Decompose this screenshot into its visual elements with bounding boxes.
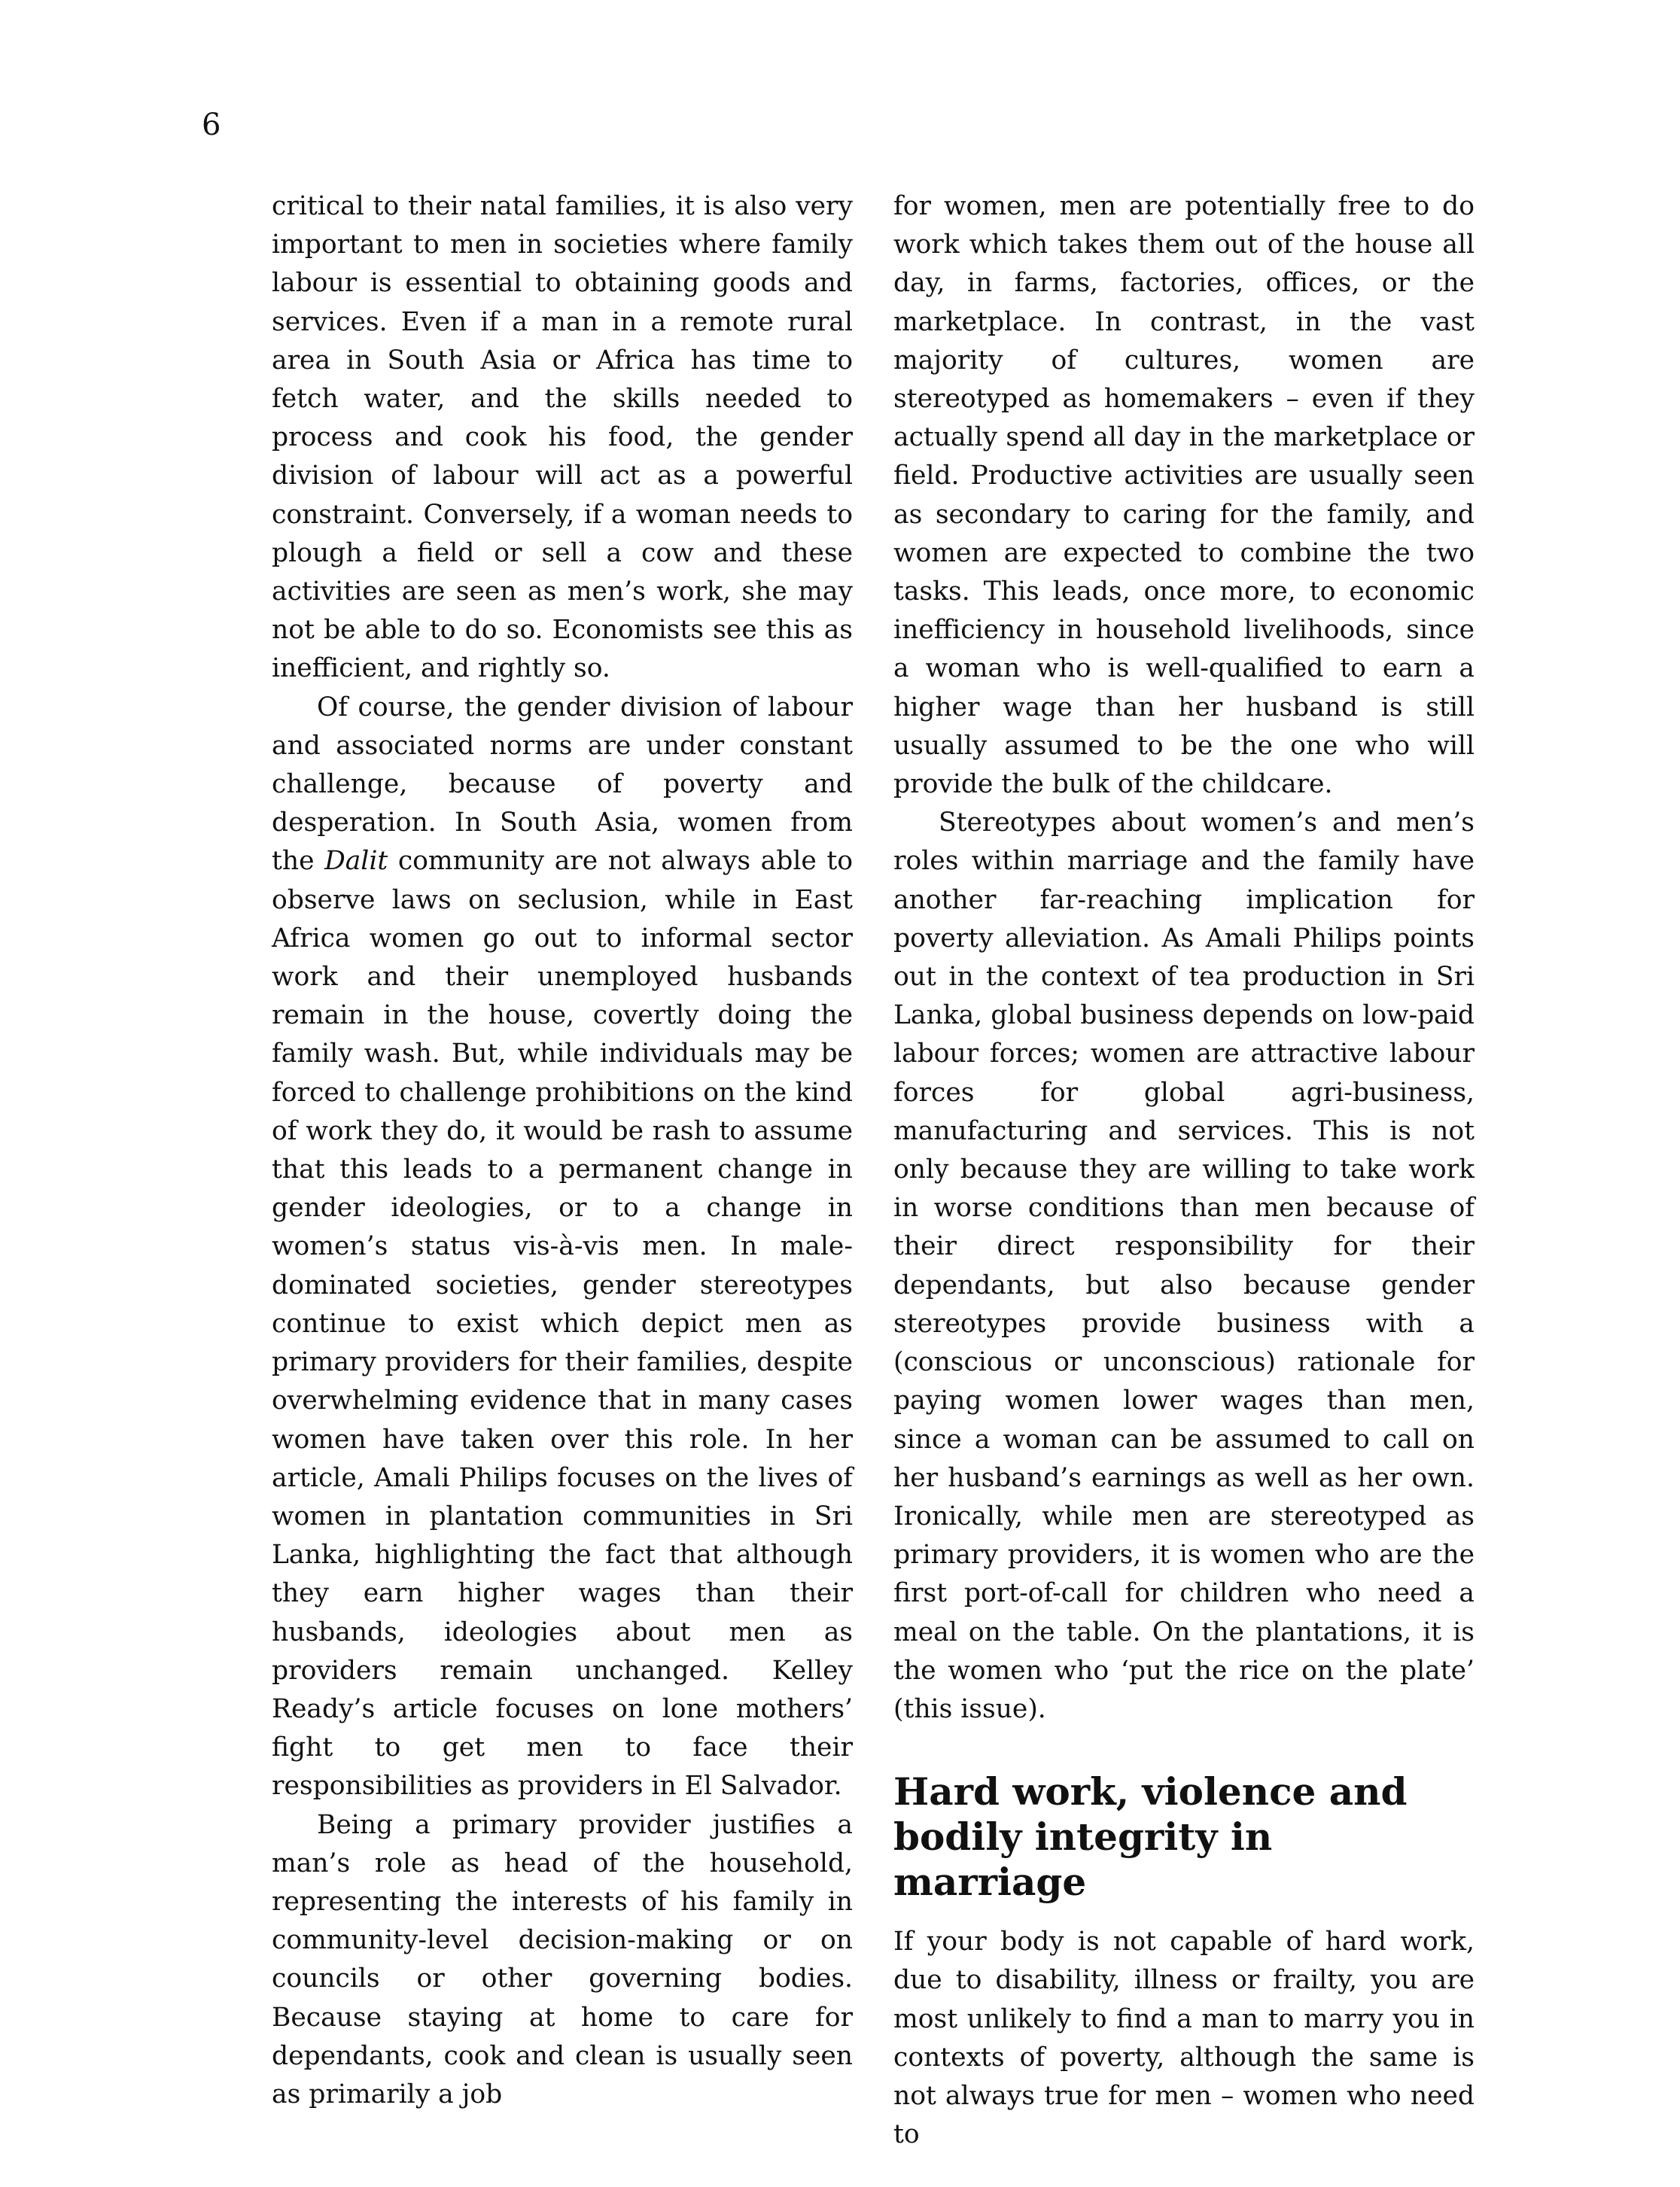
right-column: [893, 187, 1475, 2154]
right-paragraph-3: If your body is not capable of hard work, due to disability, illness or frailty, you are most unlikely to find a man to marry you in contexts of poverty, although the same is not always true for men – women who need to: [893, 1927, 1475, 2150]
left-paragraph-1: critical to their natal families, it is also very important to men in societies where family labour is essential to obtaining goods and services. Even if a man in a remote rural area in South Asia or Africa has time to fetch water, and the skills needed to process and cook his food, the gender division of labour will act as a powerful constraint. Conversely, if a woman needs to plough a field or sell a cow and these activities are seen as men’s work, she may not be able to do so. Economists see this as inefficient, and rightly so.: [272, 191, 853, 684]
left-paragraph-3: Being a primary provider justifies a man’s role as head of the household, representing the interests of his family in community-level decision-making or on councils or other governing bodies. Because staying at home to care for dependants, cook and clean is usually seen as primarily a job: [272, 1809, 853, 2109]
section-heading: Hard work, violence and bodily integrity in marriage: [893, 1769, 1408, 1905]
page-number: 6: [202, 108, 221, 142]
left-paragraph-2: [272, 689, 853, 1806]
right-paragraph-1: for women, men are potentially free to do work which takes them out of the house all day, in farms, factories, offices, or the marketplace. In contrast, in the vast majority of cultures, women are stereotyped as homemakers – even if they actually spend all day in the marketplace or field. Productive activities are usually seen as secondary to caring for the family, and women are expected to combine the two tasks. This leads, once more, to economic inefficiency in household livelihoods, since a woman who is well-qualified to earn a higher wage than her husband is still usually assumed to be the one who will provide the bulk of the childcare.: [893, 191, 1475, 800]
left-paragraph-2-start: Of course, the gender division of labour and associated norms are under constant challenge, because of poverty and desperation. In South Asia, women from the: [272, 692, 853, 877]
left-paragraph-2-rest: community are not always able to observe laws on seclusion, while in East Africa women go out to informal sector work and their unemployed husbands remain in the house, covertly doing the family wash. But, while individuals may be forced to challenge prohibitions on the kind of work they do, it would be rash to assume that this leads to a permanent change in gender ideologies, or to a change in women’s status vis-à-vis men. In male-dominated societies, gender stereotypes continue to exist which depict men as primary providers for their families, despite overwhelming evidence that in many cases women have taken over this role. In her article, Amali Philips focuses on the lives of women in plantation communities in Sri Lanka, highlighting the fact that although they earn higher wages than their husbands, ideologies about men as providers remain unchanged. Kelley Ready’s article focuses on lone mothers’ fight to get men to face their responsibilities as providers in El Salvador.: [272, 846, 853, 1802]
dalit-term: Dalit: [324, 846, 388, 877]
left-column: [272, 187, 853, 2114]
right-paragraph-2: Stereotypes about women’s and men’s roles within marriage and the family have another far-reaching implication for poverty alleviation. As Amali Philips points out in the context of tea production in Sri Lanka, global business depends on low-paid labour forces; women are attractive labour forces for global agri-business, manufacturing and services. This is not only because they are willing to take work in worse conditions than men because of their direct responsibility for their dependants, but also because gender stereotypes provide business with a (conscious or unconscious) rationale for paying women lower wages than men, since a woman can be assumed to call on her husband’s earnings as well as her own. Ironically, while men are stereotyped as primary providers, it is women who are the first port-of-call for children who need a meal on the table. On the plantations, it is the women who ‘put the rice on the plate’ (this issue).: [893, 808, 1475, 1724]
